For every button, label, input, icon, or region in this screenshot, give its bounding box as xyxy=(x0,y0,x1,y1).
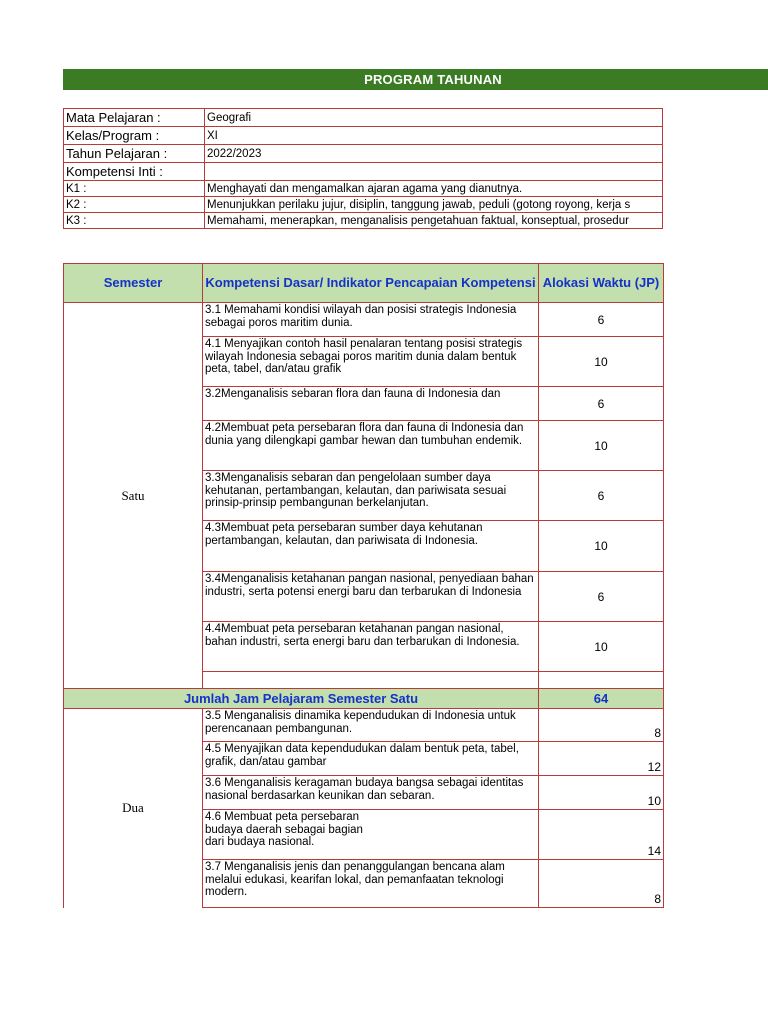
info-value: Menunjukkan perilaku jujur, disiplin, tanggung jawab, peduli (gotong royong, kerja s xyxy=(205,197,663,213)
kd-cell: 3.3Menganalisis sebaran dan pengelolaan sumber daya kehutanan, pertambangan, kelautan, dan pariwisata sesuai prinsip-prinsip pembangunan berkelanjutan. xyxy=(203,471,539,521)
semester-header: Semester xyxy=(64,264,203,303)
table-row xyxy=(64,303,664,337)
page-bottom-blank xyxy=(0,908,768,1024)
info-label: K1 : xyxy=(64,181,205,197)
kd-cell: 3.1 Memahami kondisi wilayah dan posisi strategis Indonesia sebagai poros maritim dunia. xyxy=(203,303,539,337)
jp-cell: 10 xyxy=(539,421,664,471)
info-table xyxy=(63,108,663,229)
jp-cell: 12 xyxy=(539,742,664,776)
kd-cell: 4.2Membuat peta persebaran flora dan fauna di Indonesia dan dunia yang dilengkapi gambar hewan dan tumbuhan endemik. xyxy=(203,421,539,471)
kd-cell: 4.5 Menyajikan data kependudukan dalam bentuk peta, tabel, grafik, dan/atau gambar xyxy=(203,742,539,776)
info-row xyxy=(64,213,663,229)
jp-cell: 6 xyxy=(539,471,664,521)
info-label: Kelas/Program : xyxy=(64,127,205,145)
info-value xyxy=(205,163,663,181)
kd-cell: 3.7 Menganalisis jenis dan penanggulangan bencana alam melalui edukasi, kearifan lokal, dan pemanfaatan teknologi modern. xyxy=(203,860,539,908)
total-label: Jumlah Jam Pelajaram Semester Satu xyxy=(64,689,539,709)
info-row xyxy=(64,145,663,163)
semester-cell: Dua xyxy=(64,709,203,908)
total-value: 64 xyxy=(539,689,664,709)
page-title: PROGRAM TAHUNAN xyxy=(364,72,502,87)
title-bar xyxy=(63,69,768,90)
program-table xyxy=(63,263,664,908)
jp-cell: 6 xyxy=(539,303,664,337)
jp-cell: 8 xyxy=(539,709,664,742)
info-label: Kompetensi Inti : xyxy=(64,163,205,181)
jp-cell: 10 xyxy=(539,622,664,672)
kd-cell: 3.5 Menganalisis dinamika kependudukan di Indonesia untuk perencanaan pembangunan. xyxy=(203,709,539,742)
info-value: Geografi xyxy=(205,109,663,127)
info-value: XI xyxy=(205,127,663,145)
jp-cell: 14 xyxy=(539,810,664,860)
info-row xyxy=(64,127,663,145)
empty-cell xyxy=(539,672,664,689)
jp-header: Alokasi Waktu (JP) xyxy=(539,264,664,303)
kd-cell: 4.3Membuat peta persebaran sumber daya kehutanan pertambangan, kelautan, dan pariwisata di Indonesia. xyxy=(203,521,539,572)
jp-cell: 6 xyxy=(539,387,664,421)
info-row xyxy=(64,109,663,127)
jp-cell: 6 xyxy=(539,572,664,622)
kd-cell: 4.4Membuat peta persebaran ketahanan pangan nasional, bahan industri, serta energi baru dan terbarukan di Indonesia. xyxy=(203,622,539,672)
jp-cell: 8 xyxy=(539,860,664,908)
info-row xyxy=(64,163,663,181)
kd-cell: 4.1 Menyajikan contoh hasil penalaran tentang posisi strategis wilayah Indonesia sebagai poros maritim dunia dalam bentuk peta, tabel, dan/atau grafik xyxy=(203,337,539,387)
info-row xyxy=(64,181,663,197)
kd-cell: 3.6 Menganalisis keragaman budaya bangsa sebagai identitas nasional berdasarkan keunikan dan sebaran. xyxy=(203,776,539,810)
info-label: K2 : xyxy=(64,197,205,213)
info-value: 2022/2023 xyxy=(205,145,663,163)
header-row xyxy=(64,264,664,303)
jp-cell: 10 xyxy=(539,337,664,387)
info-value: Menghayati dan mengamalkan ajaran agama yang dianutnya. xyxy=(205,181,663,197)
empty-cell xyxy=(203,672,539,689)
kd-cell: 3.2Menganalisis sebaran flora dan fauna di Indonesia dan xyxy=(203,387,539,421)
info-value: Memahami, menerapkan, menganalisis pengetahuan faktual, konseptual, prosedur xyxy=(205,213,663,229)
info-label: K3 : xyxy=(64,213,205,229)
total-row xyxy=(64,689,664,709)
info-row xyxy=(64,197,663,213)
table-row xyxy=(64,709,664,742)
info-label: Mata Pelajaran : xyxy=(64,109,205,127)
kd-header: Kompetensi Dasar/ Indikator Pencapaian Kompetensi xyxy=(203,264,539,303)
semester-cell: Satu xyxy=(64,303,203,689)
jp-cell: 10 xyxy=(539,776,664,810)
jp-cell: 10 xyxy=(539,521,664,572)
kd-cell: 3.4Menganalisis ketahanan pangan nasional, penyediaan bahan industri, serta potensi energi baru dan terbarukan di Indonesia xyxy=(203,572,539,622)
info-label: Tahun Pelajaran : xyxy=(64,145,205,163)
kd-cell: 4.6 Membuat peta persebaran budaya daerah sebagai bagian dari budaya nasional. xyxy=(203,810,539,860)
